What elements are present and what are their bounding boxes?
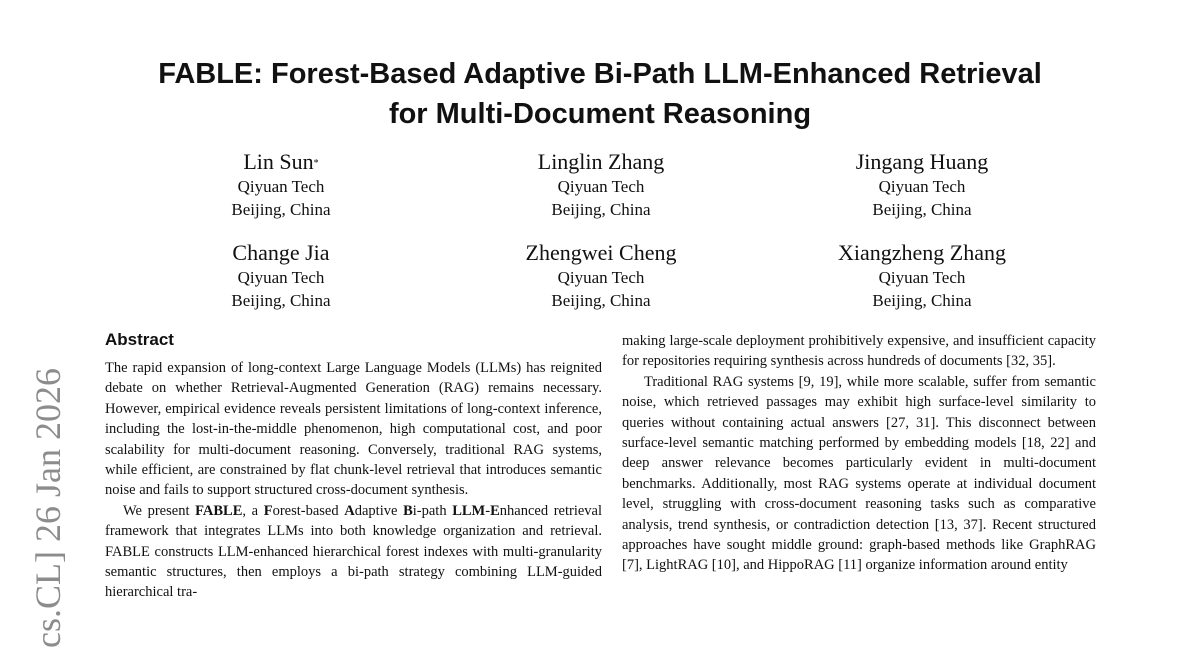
left-column <box>105 328 602 603</box>
abstract-paragraph-1: The rapid expansion of long-context Large Language Models (LLMs) has reignited debate on whether Retrieval-Augmented Generation (RAG) remains necessary. However, empirical evidence reveals persistent limitations of long-context inference, including the lost-in-the-middle phenomenon, high computational cost, and poor scalability for multi-document reasoning. Conversely, traditional RAG systems, while efficient, are constrained by flat chunk-level retrieval that introduces semantic noise and fails to support structured cross-document synthesis. <box>105 360 602 499</box>
author-block-3 <box>772 149 1072 221</box>
author-name: Linglin Zhang <box>537 149 665 174</box>
author-affiliation: Qiyuan Tech <box>237 177 325 196</box>
author-name: Jingang Huang <box>855 149 989 174</box>
corresponding-author-mark: * <box>313 158 319 169</box>
author-block-6 <box>772 240 1072 312</box>
author-name: Change Jia <box>232 240 330 265</box>
author-name: Xiangzheng Zhang <box>838 240 1006 265</box>
abstract-paragraph-2: We present FABLE, a Forest-based Adaptive Bi-path LLM-Enhanced retrieval framework that integrates LLMs into both knowledge organization and retrieval. FABLE constructs LLM-enhanced hierarchical forest indexes with multi-granularity semantic structures, then employs a bi-path strategy combining LLM-guided hierarchical tra- <box>105 502 603 601</box>
author-block-5 <box>451 240 751 312</box>
author-location: Beijing, China <box>551 291 651 310</box>
abstract-heading: Abstract <box>105 330 174 349</box>
title-line-2: for Multi-Document Reasoning <box>388 98 812 130</box>
author-affiliation: Qiyuan Tech <box>237 268 325 287</box>
author-affiliation: Qiyuan Tech <box>878 268 966 287</box>
body-paragraph-2: Traditional RAG systems [9, 19], while more scalable, suffer from semantic noise, which retrieved passages may exhibit high surface-level similarity to queries without containing actual answers [27, 31]. This disconnect between surface-level semantic matching performed by embedding models [18, 22] and deep answer relevance becomes particularly evident in multi-document benchmarks. Additionally, most RAG systems operate at individual document level, struggling with cross-document reasoning tasks such as comparative analysis, trend synthesis, or contradiction detection [13, 37]. Recent structured approaches have sought middle ground: graph-based methods like GraphRAG [7], LightRAG [10], and HippoRAG [11] organize information around entity <box>622 373 1096 574</box>
author-location: Beijing, China <box>551 200 651 219</box>
right-column <box>622 331 1096 576</box>
author-block-1 <box>131 149 431 221</box>
author-name: Lin Sun* <box>243 149 319 174</box>
author-affiliation: Qiyuan Tech <box>557 177 645 196</box>
author-location: Beijing, China <box>231 200 331 219</box>
author-name: Zhengwei Cheng <box>525 240 677 265</box>
paper-title <box>0 54 1200 134</box>
author-block-2 <box>451 149 751 221</box>
body-paragraph-1: making large-scale deployment prohibitively expensive, and insufficient capacity for repositories requiring synthesis across hundreds of documents [32, 35]. <box>622 333 1096 370</box>
author-location: Beijing, China <box>872 291 972 310</box>
arxiv-side-stamp: cs.CL] 26 Jan 2026 <box>28 368 68 648</box>
author-location: Beijing, China <box>231 291 331 310</box>
author-location: Beijing, China <box>872 200 972 219</box>
author-block-4 <box>131 240 431 312</box>
author-affiliation: Qiyuan Tech <box>557 268 645 287</box>
author-affiliation: Qiyuan Tech <box>878 177 966 196</box>
title-line-1: FABLE: Forest-Based Adaptive Bi-Path LLM-Enhanced Retrieval <box>158 58 1042 90</box>
